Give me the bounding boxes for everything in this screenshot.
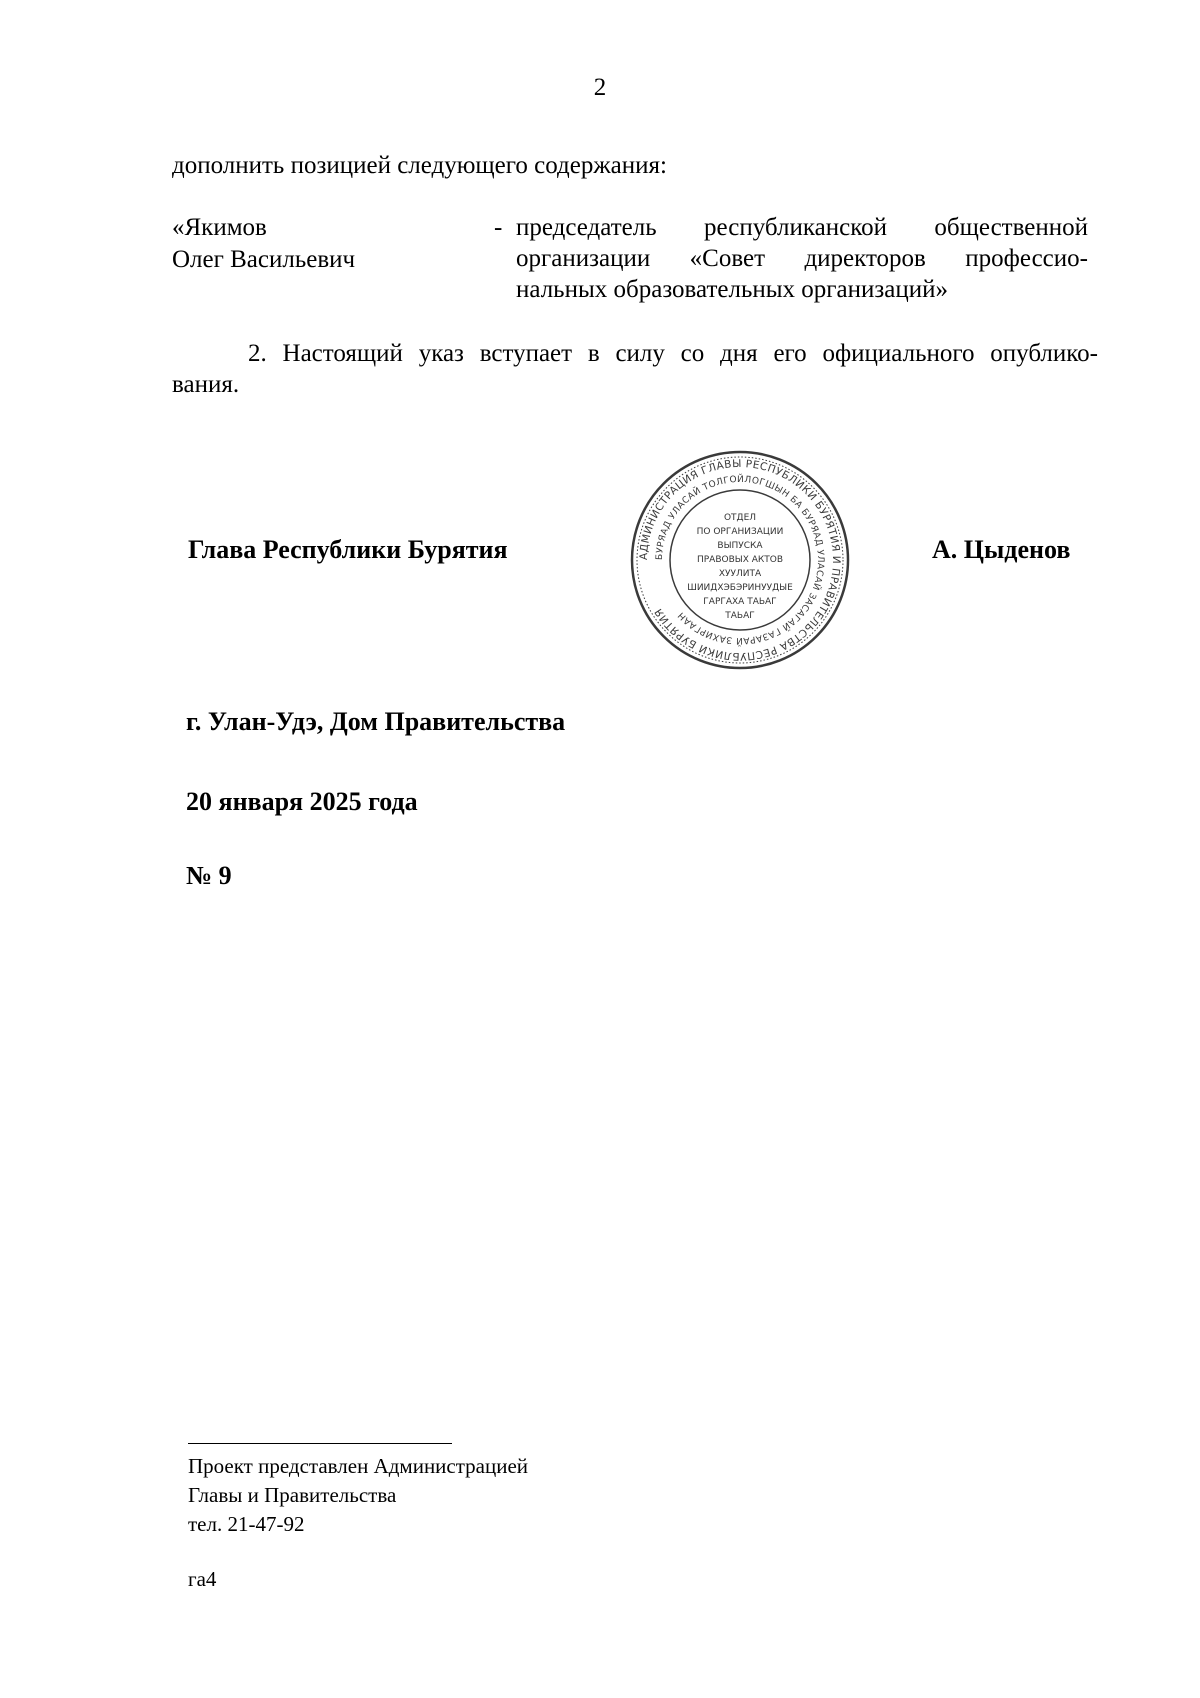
stamp-center-line: ОТДЕЛ [723,513,757,523]
stamp-ring-outer-text: АДМИНИСТРАЦИЯ ГЛАВЫ РЕСПУБЛИКИ БУРЯТИЯ И ПРАВИТЕЛЬСТВА РЕСПУБЛИКИ БУРЯТИЯ [637,457,843,663]
footnote-divider [188,1443,452,1444]
decree-number: № 9 [186,861,232,890]
stamp-center-line: ХУУЛИТА [718,569,762,579]
signer-title: Глава Республики Бурятия [188,535,508,564]
issue-date: 20 января 2025 года [186,787,418,816]
clause-2-line: 2. Настоящий указ вступает в силу со дня его официального опублико- [248,340,1098,367]
clause-2-line: вания. [172,371,240,398]
footnote-line: Проект представлен Администрацией [188,1454,529,1478]
entry-dash: - [494,214,503,241]
stamp-center-line: ГАРГАХА ТАЬАГ [703,597,777,607]
footnote-line: Главы и Правительства [188,1483,397,1507]
stamp-seal-image [628,448,852,672]
stamp-center-line: ПО ОРГАНИЗАЦИИ [696,527,784,537]
clause-2 [172,338,1098,400]
stamp-center-line: ПРАВОВЫХ АКТОВ [696,555,784,565]
member-description [516,212,1088,305]
member-surname: «Якимов [172,214,267,241]
stamp-center-line: ШИИДХЭБЭРИНУУДЫЕ [687,583,793,593]
member-description-line: организации «Совет директоров профессио- [516,245,1088,272]
official-stamp [628,448,852,672]
intro-text: дополнить позицией следующего содержания: [172,152,667,179]
page-number: 2 [593,74,607,101]
signer-name: А. Цыденов [932,535,1071,564]
footnote-phone: тел. 21-47-92 [188,1512,305,1536]
issue-place: г. Улан-Удэ, Дом Правительства [186,707,566,736]
stamp-center-line: ТАЬАГ [725,611,755,621]
document-code: га4 [188,1567,217,1591]
member-description-line: председатель республиканской общественной [516,214,1088,241]
stamp-ring-inner-text-path: БУРЯАД УЛАСАЙ ТОЛГОЙЛОГШЫН БА БУРЯАД УЛАСАЙ ЗАСАГАЙ ГАЗАРАЙ ЗАХИРГААН [654,474,826,646]
stamp-center-text [687,513,793,621]
member-given-names: Олег Васильевич [172,246,356,273]
stamp-center-line: ВЫПУСКА [717,541,763,551]
member-description-line: нальных образовательных организаций» [516,276,949,303]
